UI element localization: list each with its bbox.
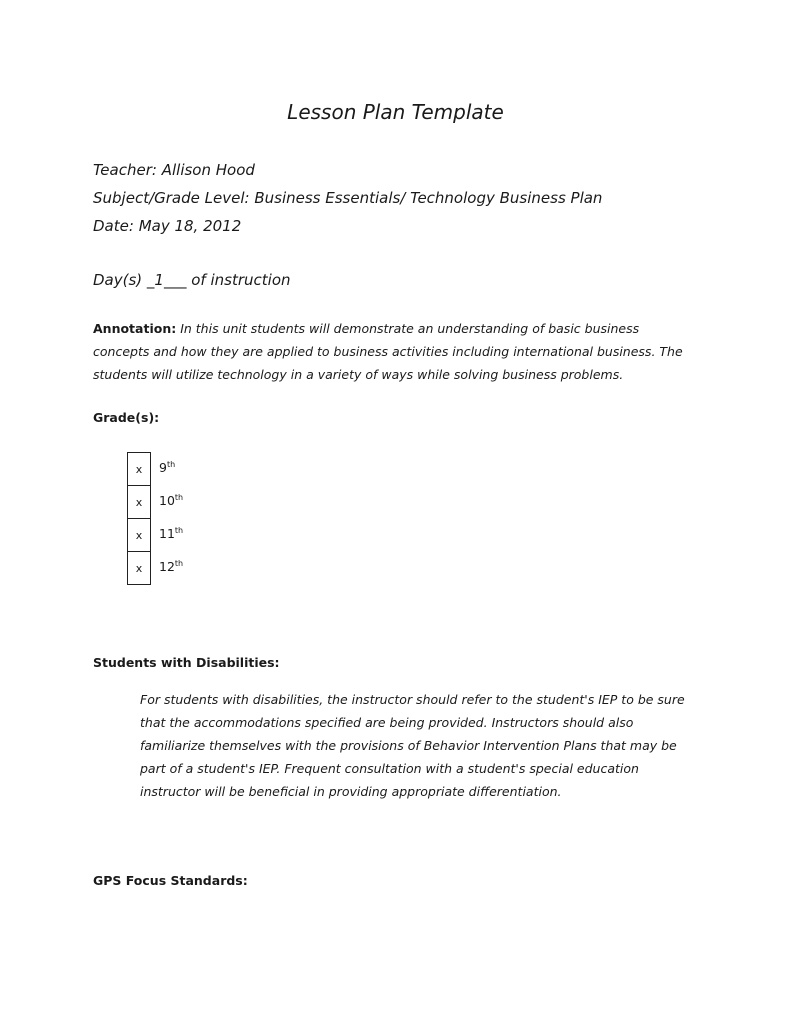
subject-line [93, 188, 602, 208]
grade-checkbox[interactable]: x [127, 551, 151, 585]
annotation-paragraph [93, 317, 693, 386]
annotation-label: Annotation: [93, 321, 177, 336]
grade-label: 12th [159, 559, 184, 575]
date-label: Date: [93, 217, 134, 235]
annotation-text: In this unit students will demonstrate an understanding of basic business concepts and how they are applied to business activities including international business. The students will utilize technology in a variety of ways while solving business problems. [93, 321, 683, 382]
teacher-line [93, 160, 255, 180]
day-prefix: Day(s) [93, 271, 143, 289]
date-line [93, 216, 241, 236]
day-value: _1___ [146, 271, 187, 289]
page-title: Lesson Plan Template [287, 100, 504, 124]
day-line [93, 270, 291, 290]
date-value: May 18, 2012 [138, 217, 242, 235]
grade-checkbox[interactable]: x [127, 452, 151, 485]
gps-focus-standards-heading: GPS Focus Standards: [93, 873, 248, 888]
grade-label: 10th [159, 493, 184, 509]
grade-checkbox[interactable]: x [127, 485, 151, 518]
grade-label: 11th [159, 526, 184, 542]
students-with-disabilities-heading: Students with Disabilities: [93, 655, 280, 670]
grade-checkbox[interactable]: x [127, 518, 151, 551]
grades-heading: Grade(s): [93, 410, 160, 425]
subject-value: Business Essentials/ Technology Business Plan [254, 189, 603, 207]
grade-label: 9th [159, 460, 176, 476]
teacher-name: Allison Hood [161, 161, 255, 179]
day-suffix: of instruction [191, 271, 291, 289]
teacher-label: Teacher: [93, 161, 157, 179]
students-with-disabilities-text: For students with disabilities, the instructor should refer to the student's IEP to be sure that the accommodations specified are being provided. Instructors should also familiarize themselves with the provisions of Behavior Intervention Plans that may be part of a student's IEP. Frequent consultation with a student's special education instructor will be beneficial in providing appropriate differentiation. [140, 692, 685, 799]
subject-label: Subject/Grade Level: [93, 189, 250, 207]
